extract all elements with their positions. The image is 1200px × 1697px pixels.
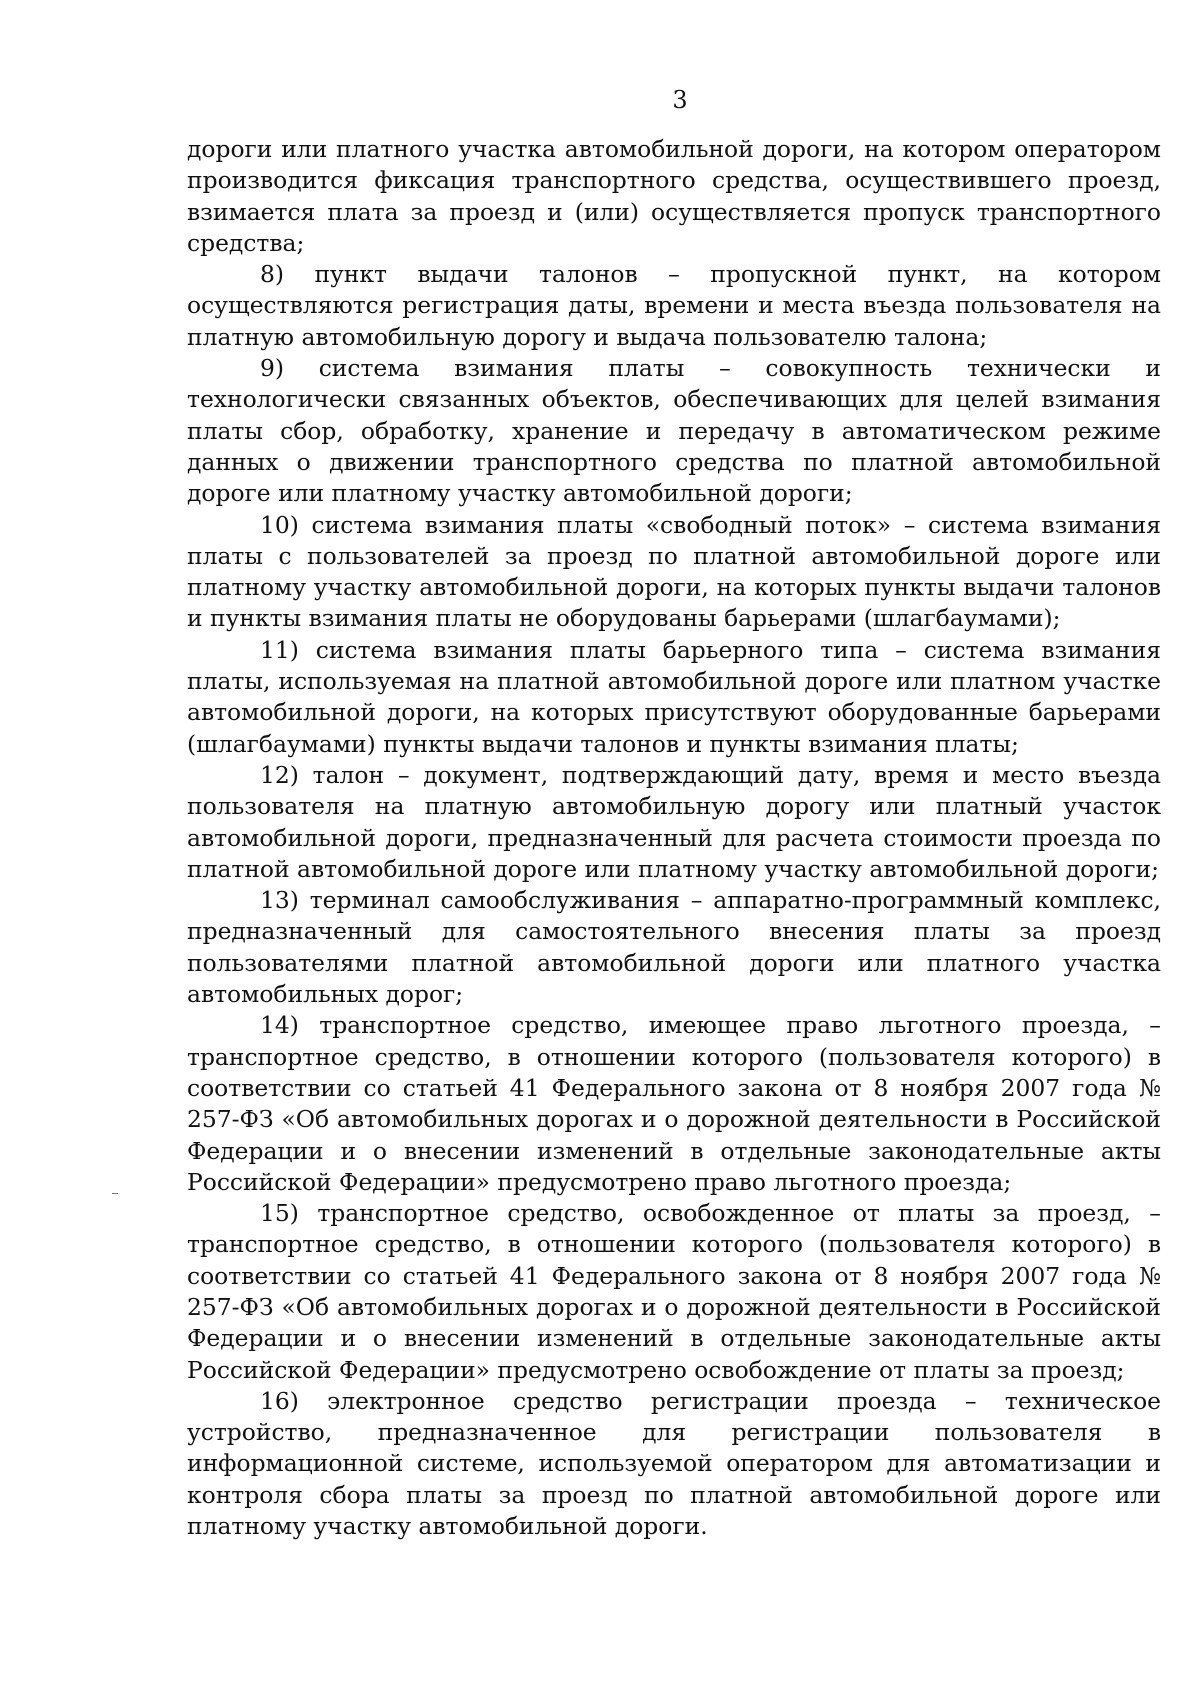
document-body bbox=[187, 134, 1161, 1542]
paragraph-item-16: 16) электронное средство регистрации проезда – техническое устройство, предназначенное для регистрации пользователя в информационной системе, используемой оператором для автоматизации и контроля сбора платы за проезд по платной автомобильной дороге или платному участку автомобильной дороги. bbox=[187, 1386, 1161, 1541]
page-number: 3 bbox=[672, 86, 688, 114]
paragraph-item-12: 12) талон – документ, подтверждающий дату, время и место въезда пользователя на платную автомобильную дорогу или платный участок автомобильной дороги, предназначенный для расчета стоимости проезда по платной автомобильной дороге или платному участку автомобильной дороги; bbox=[187, 760, 1161, 883]
paragraph-item-8: 8) пункт выдачи талонов – пропускной пункт, на котором осуществляются регистрация даты, времени и места въезда пользователя на платную автомобильную дорогу и выдача пользователю талона; bbox=[187, 260, 1161, 351]
paragraph-item-15: 15) транспортное средство, освобожденное от платы за проезд, – транспортное средство, в отношении которого (пользователя которого) в соответствии со статьей 41 Федерального закона от 8 ноября 2007 года № 257-ФЗ «Об автомобильных дорогах и о дорожной деятельности в Российской Федерации и о внесении изменений в отдельные законодательные акты Российской Федерации» предусмотрено освобождение от платы за проезд; bbox=[187, 1199, 1161, 1384]
scan-speck bbox=[112, 1193, 118, 1194]
paragraph-item-14: 14) транспортное средство, имеющее право льготного проезда, – транспортное средство, в отношении которого (пользователя которого) в соответствии со статьей 41 Федерального закона от 8 ноября 2007 года № 257-ФЗ «Об автомобильных дорогах и о дорожной деятельности в Российской Федерации и о внесении изменений в отдельные законодательные акты Российской Федерации» предусмотрено право льготного проезда; bbox=[187, 1011, 1161, 1196]
paragraph-item-10: 10) система взимания платы «свободный поток» – система взимания платы с пользователей за проезд по платной автомобильной дороге или платному участку автомобильной дороги, на которых пункты выдачи талонов и пункты взимания платы не оборудованы барьерами (шлагбаумами); bbox=[187, 510, 1161, 633]
paragraph-item-13: 13) терминал самообслуживания – аппаратно-программный комплекс, предназначенный для самостоятельного внесения платы за проезд пользователями платной автомобильной дороги или платного участка автомобильных дорог; bbox=[187, 886, 1161, 1009]
paragraph-continuation: дороги или платного участка автомобильной дороги, на котором оператором производится фиксация транспортного средства, осуществившего проезд, взимается плата за проезд и (или) осуществляется пропуск транспортного средства; bbox=[187, 135, 1161, 257]
paragraph-item-11: 11) система взимания платы барьерного типа – система взимания платы, используемая на платной автомобильной дороге или платном участке автомобильной дороги, на которых присутствуют оборудованные барьерами (шлагбаумами) пункты выдачи талонов и пункты взимания платы; bbox=[187, 635, 1161, 758]
paragraph-item-9: 9) система взимания платы – совокупность технически и технологически связанных объектов, обеспечивающих для целей взимания платы сбор, обработку, хранение и передачу в автоматическом режиме данных о движении транспортного средства по платной автомобильной дороге или платному участку автомобильной дороги; bbox=[187, 354, 1161, 508]
